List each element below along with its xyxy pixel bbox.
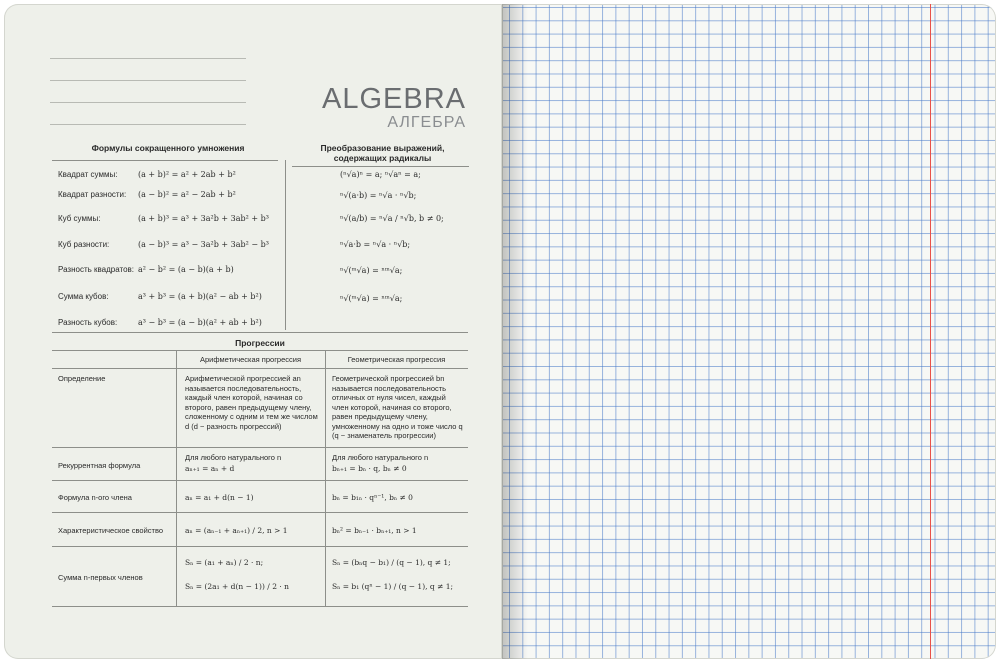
prog-geom-formula: Sₙ = (bₙq − b₁) / (q − 1), q ≠ 1; bbox=[332, 558, 451, 567]
prog-arith-note: Для любого натурального n bbox=[185, 453, 282, 462]
fsu-label: Куб разности: bbox=[58, 240, 110, 249]
prog-geom-formula: Sₙ = b₁ (qⁿ − 1) / (q − 1), q ≠ 1; bbox=[332, 582, 454, 591]
fsu-underline bbox=[52, 160, 278, 161]
prog-head-rule bbox=[52, 350, 468, 351]
margin-line bbox=[930, 4, 931, 659]
prog-label: Характеристическое свойство bbox=[58, 526, 164, 535]
prog-geom-formula: bₙ² = bₙ₋₁ · bₙ₊₁, n > 1 bbox=[332, 526, 417, 535]
fsu-heading: Формулы сокращенного умножения bbox=[91, 143, 245, 153]
fsu-label: Куб суммы: bbox=[58, 214, 101, 223]
fsu-label: Сумма кубов: bbox=[58, 292, 109, 301]
prog-row-rule bbox=[52, 480, 468, 481]
prog-label: Рекуррентная формула bbox=[58, 461, 141, 470]
prog-geom-def: Геометрической прогрессией bn называется последовательность отличных от нуля чисел, каждый член которой, начиная со второго, равен предыдущему члену, умноженному на одно и тоже число q (q − знаменатель прогрессии) bbox=[332, 374, 463, 440]
prog-row-rule bbox=[52, 546, 468, 547]
fsu-formula: a³ + b³ = (a + b)(a² − ab + b²) bbox=[138, 292, 262, 301]
fsu-formula: a³ − b³ = (a − b)(a² + ab + b²) bbox=[138, 318, 262, 327]
prog-top-rule bbox=[52, 332, 468, 333]
name-lines bbox=[50, 58, 246, 146]
radical-formula: (ⁿ√a)ⁿ = a; ⁿ√aⁿ = a; bbox=[340, 170, 421, 179]
prog-heading: Прогрессии bbox=[235, 338, 285, 348]
prog-arith-formula: aₙ₊₁ = aₙ + d bbox=[185, 464, 235, 473]
prog-col-divider bbox=[176, 350, 177, 606]
radicals-heading-line2: содержащих радикалы bbox=[333, 153, 432, 163]
radicals-heading-line1: Преобразование выражений, bbox=[320, 143, 445, 153]
prog-row-rule bbox=[52, 447, 468, 448]
prog-arith-formula: aₙ = (aₙ₋₁ + aₙ₊₁) / 2, n > 1 bbox=[185, 526, 288, 535]
prog-geom-note: Для любого натурального n bbox=[332, 453, 429, 462]
fsu-label: Разность квадратов: bbox=[58, 265, 135, 274]
fsu-formula: (a − b)² = a² − 2ab + b² bbox=[138, 190, 236, 199]
radicals-heading bbox=[295, 143, 470, 163]
radical-formula: ⁿ√(a/b) = ⁿ√a / ⁿ√b, b ≠ 0; bbox=[340, 214, 444, 223]
prog-geom-formula: bₙ = b₁ₙ · qⁿ⁻¹, bₙ ≠ 0 bbox=[332, 493, 413, 502]
fsu-formula: (a + b)³ = a³ + 3a²b + 3ab² + b³ bbox=[138, 214, 269, 223]
title bbox=[322, 84, 466, 132]
fsu-formula: (a − b)³ = a³ − 3a²b + 3ab² − b³ bbox=[138, 240, 269, 249]
prog-arith-def: Арифметической прогрессией an называется последовательность, каждый член которой, начиная со второго, равен предыдущему члену, сложенному с одним и тем же числом d (d − разность прогрессий) bbox=[185, 374, 318, 431]
prog-row-rule bbox=[52, 368, 468, 369]
right-page-grid bbox=[502, 4, 996, 659]
radical-formula: ⁿ√(ᵐ√a) = ⁿᵐ√a; bbox=[340, 266, 403, 275]
radical-formula: ⁿ√a·b = ⁿ√a · ⁿ√b; bbox=[340, 240, 411, 249]
radical-formula: ⁿ√(ᵐ√a) = ⁿᵐ√a; bbox=[340, 294, 403, 303]
prog-label: Сумма n-первых членов bbox=[58, 573, 143, 582]
title-ru: АЛГЕБРА bbox=[387, 114, 466, 131]
title-en: ALGEBRA bbox=[322, 83, 466, 115]
fsu-formula: a² − b² = (a − b)(a + b) bbox=[138, 265, 234, 274]
prog-bottom-rule bbox=[52, 606, 468, 607]
fsu-formula: (a + b)² = a² + 2ab + b² bbox=[138, 170, 236, 179]
prog-col-divider bbox=[325, 350, 326, 606]
col-geom-heading: Геометрическая прогрессия bbox=[347, 355, 446, 364]
radicals-underline bbox=[292, 166, 469, 167]
prog-arith-formula: aₙ = a₁ + d(n − 1) bbox=[185, 493, 254, 502]
prog-arith-formula: Sₙ = (a₁ + aₙ) / 2 · n; bbox=[185, 558, 264, 567]
prog-arith-formula: Sₙ = (2a₁ + d(n − 1)) / 2 · n bbox=[185, 582, 289, 591]
prog-geom-formula: bₙ₊₁ = bₙ · q, bₙ ≠ 0 bbox=[332, 464, 407, 473]
prog-label: Формула n-ого члена bbox=[58, 493, 132, 502]
col-arith-heading: Арифметическая прогрессия bbox=[199, 355, 302, 364]
fsu-label: Разность кубов: bbox=[58, 318, 118, 327]
fsu-label: Квадрат разности: bbox=[58, 190, 127, 199]
radical-formula: ⁿ√(a·b) = ⁿ√a · ⁿ√b; bbox=[340, 191, 417, 200]
prog-row-rule bbox=[52, 512, 468, 513]
section-divider bbox=[285, 160, 286, 330]
prog-label: Определение bbox=[58, 374, 106, 383]
fsu-label: Квадрат суммы: bbox=[58, 170, 118, 179]
